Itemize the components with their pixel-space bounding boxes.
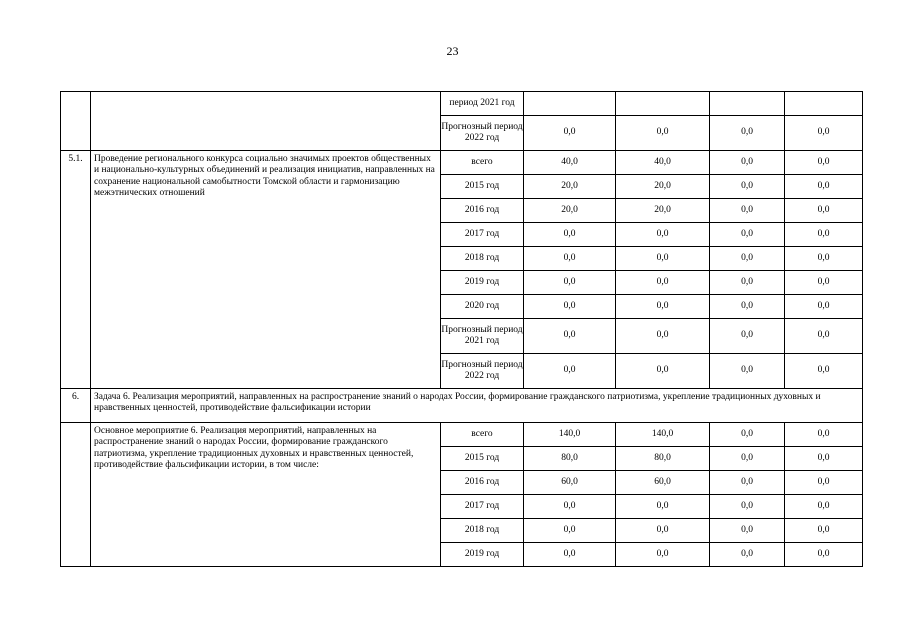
- value-cell: 0,0: [710, 319, 785, 354]
- value-cell: [616, 92, 710, 116]
- value-cell: 0,0: [785, 116, 863, 151]
- row-number: [61, 92, 91, 151]
- value-cell: 0,0: [710, 519, 785, 543]
- value-cell: [524, 92, 616, 116]
- value-cell: 0,0: [785, 354, 863, 389]
- value-cell: 0,0: [616, 116, 710, 151]
- value-cell: 0,0: [524, 495, 616, 519]
- value-cell: 0,0: [616, 247, 710, 271]
- value-cell: 0,0: [616, 543, 710, 567]
- value-cell: 0,0: [710, 423, 785, 447]
- budget-table-body: [61, 92, 863, 567]
- value-cell: 0,0: [785, 271, 863, 295]
- value-cell: 40,0: [524, 151, 616, 175]
- value-cell: 0,0: [785, 223, 863, 247]
- value-cell: 0,0: [710, 116, 785, 151]
- period-cell: 2018 год: [441, 247, 524, 271]
- period-cell: всего: [441, 151, 524, 175]
- value-cell: 0,0: [785, 175, 863, 199]
- value-cell: 20,0: [524, 175, 616, 199]
- row-number: [61, 423, 91, 567]
- period-cell: 2020 год: [441, 295, 524, 319]
- row-number: 5.1.: [61, 151, 91, 389]
- value-cell: 0,0: [616, 223, 710, 247]
- value-cell: 0,0: [524, 354, 616, 389]
- value-cell: 60,0: [616, 471, 710, 495]
- period-cell: 2016 год: [441, 471, 524, 495]
- table-row: [61, 151, 863, 175]
- value-cell: 140,0: [616, 423, 710, 447]
- value-cell: 0,0: [710, 175, 785, 199]
- value-cell: 0,0: [524, 295, 616, 319]
- value-cell: 0,0: [616, 271, 710, 295]
- value-cell: 20,0: [616, 175, 710, 199]
- budget-table: [60, 91, 863, 567]
- value-cell: 140,0: [524, 423, 616, 447]
- row-description: Основное мероприятие 6. Реализация мероприятий, направленных на распространение знаний о народах России, формирование гражданского патриотизма, укрепление традиционных духовных и нравственных ценностей, противодействие фальсификации истории, в том числе:: [91, 423, 441, 567]
- period-cell: период 2021 год: [441, 92, 524, 116]
- value-cell: 40,0: [616, 151, 710, 175]
- period-cell: 2015 год: [441, 447, 524, 471]
- value-cell: 0,0: [616, 319, 710, 354]
- value-cell: 0,0: [616, 519, 710, 543]
- value-cell: 0,0: [785, 471, 863, 495]
- value-cell: 20,0: [524, 199, 616, 223]
- value-cell: 0,0: [710, 354, 785, 389]
- table-row: [61, 423, 863, 447]
- value-cell: 0,0: [616, 295, 710, 319]
- value-cell: 0,0: [785, 495, 863, 519]
- table-row: [61, 92, 863, 116]
- value-cell: 0,0: [710, 471, 785, 495]
- value-cell: 0,0: [785, 295, 863, 319]
- page-number: 23: [446, 44, 459, 58]
- value-cell: 0,0: [524, 519, 616, 543]
- period-cell: Прогнозный период 2021 год: [441, 319, 524, 354]
- row-description: [91, 92, 441, 151]
- value-cell: 0,0: [710, 543, 785, 567]
- value-cell: 0,0: [785, 519, 863, 543]
- value-cell: 0,0: [524, 319, 616, 354]
- value-cell: 0,0: [616, 354, 710, 389]
- value-cell: 0,0: [785, 319, 863, 354]
- row-description: Проведение регионального конкурса социально значимых проектов общественных и национально-культурных объединений и реализация инициатив, направленных на сохранение национальной самобытности Томской области и гармонизацию межэтнических отношений: [91, 151, 441, 389]
- value-cell: 80,0: [616, 447, 710, 471]
- value-cell: 0,0: [710, 447, 785, 471]
- task-text: Задача 6. Реализация мероприятий, направленных на распространение знаний о народах России, формирование гражданского патриотизма, укрепление традиционных духовных и нравственных ценностей, противодействие фальсификации истории: [91, 389, 863, 423]
- value-cell: [785, 92, 863, 116]
- value-cell: 0,0: [710, 295, 785, 319]
- value-cell: 0,0: [524, 543, 616, 567]
- value-cell: 0,0: [524, 223, 616, 247]
- value-cell: 0,0: [524, 271, 616, 295]
- value-cell: 0,0: [710, 151, 785, 175]
- value-cell: 0,0: [616, 495, 710, 519]
- value-cell: 0,0: [785, 151, 863, 175]
- period-cell: 2016 год: [441, 199, 524, 223]
- value-cell: 0,0: [524, 247, 616, 271]
- value-cell: 0,0: [710, 495, 785, 519]
- period-cell: Прогнозный период 2022 год: [441, 116, 524, 151]
- task-number: 6.: [61, 389, 91, 423]
- period-cell: 2017 год: [441, 495, 524, 519]
- value-cell: 60,0: [524, 471, 616, 495]
- period-cell: всего: [441, 423, 524, 447]
- value-cell: 0,0: [785, 247, 863, 271]
- period-cell: 2017 год: [441, 223, 524, 247]
- value-cell: 0,0: [785, 447, 863, 471]
- value-cell: [710, 92, 785, 116]
- value-cell: 0,0: [710, 247, 785, 271]
- value-cell: 80,0: [524, 447, 616, 471]
- period-cell: 2019 год: [441, 543, 524, 567]
- period-cell: 2015 год: [441, 175, 524, 199]
- task-row: [61, 389, 863, 423]
- value-cell: 0,0: [785, 543, 863, 567]
- value-cell: 0,0: [710, 223, 785, 247]
- value-cell: 0,0: [785, 199, 863, 223]
- value-cell: 0,0: [710, 271, 785, 295]
- period-cell: 2019 год: [441, 271, 524, 295]
- period-cell: Прогнозный период 2022 год: [441, 354, 524, 389]
- value-cell: 0,0: [524, 116, 616, 151]
- value-cell: 0,0: [710, 199, 785, 223]
- value-cell: 20,0: [616, 199, 710, 223]
- period-cell: 2018 год: [441, 519, 524, 543]
- value-cell: 0,0: [785, 423, 863, 447]
